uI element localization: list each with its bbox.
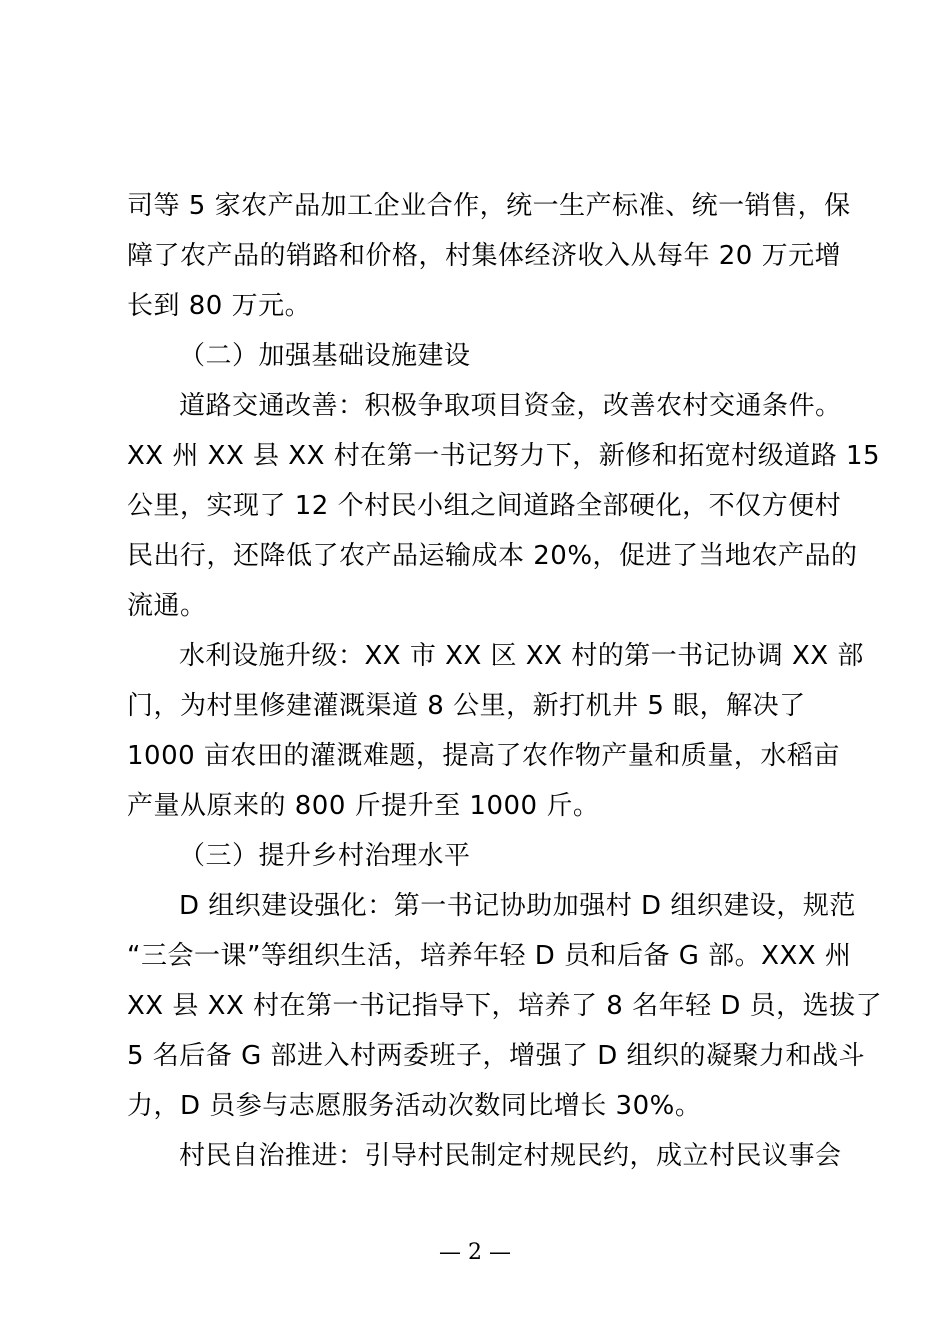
text-line: 流通。: [127, 591, 207, 621]
page-number: — 2 —: [439, 1240, 511, 1265]
text-line: “三会一课”等组织生活，培养年轻 D 员和后备 G 部。XXX 州: [127, 941, 852, 971]
section-heading: （三）提升乡村治理水平: [179, 841, 471, 871]
text-line: XX 州 XX 县 XX 村在第一书记努力下，新修和拓宽村级道路 15: [127, 441, 881, 471]
text-line: 门，为村里修建灌溉渠道 8 公里，新打机井 5 眼，解决了: [127, 691, 806, 721]
text-line: 产量从原来的 800 斤提升至 1000 斤。: [127, 791, 600, 821]
text-line: 1000 亩农田的灌溉难题，提高了农作物产量和质量，水稻亩: [127, 741, 840, 771]
text-line: 公里，实现了 12 个村民小组之间道路全部硬化，不仅方便村: [127, 491, 842, 521]
text-line: 村民自治推进：引导村民制定村规民约，成立村民议事会: [179, 1141, 842, 1171]
text-line: XX 县 XX 村在第一书记指导下，培养了 8 名年轻 D 员，选拔了: [127, 991, 883, 1021]
text-line: 力，D 员参与志愿服务活动次数同比增长 30%。: [127, 1091, 702, 1121]
text-line: 障了农产品的销路和价格，村集体经济收入从每年 20 万元增: [127, 241, 842, 271]
text-line: D 组织建设强化：第一书记协助加强村 D 组织建设，规范: [179, 891, 856, 921]
text-line: 道路交通改善：积极争取项目资金，改善农村交通条件。: [179, 391, 842, 421]
text-line: 长到 80 万元。: [127, 291, 312, 321]
text-line: 水利设施升级：XX 市 XX 区 XX 村的第一书记协调 XX 部: [179, 641, 864, 671]
text-line: 民出行，还降低了农产品运输成本 20%，促进了当地农产品的: [127, 541, 858, 571]
text-line: 5 名后备 G 部进入村两委班子，增强了 D 组织的凝聚力和战斗: [127, 1041, 866, 1071]
section-heading: （二）加强基础设施建设: [179, 341, 471, 371]
text-line: 司等 5 家农产品加工企业合作，统一生产标准、统一销售，保: [127, 191, 851, 221]
